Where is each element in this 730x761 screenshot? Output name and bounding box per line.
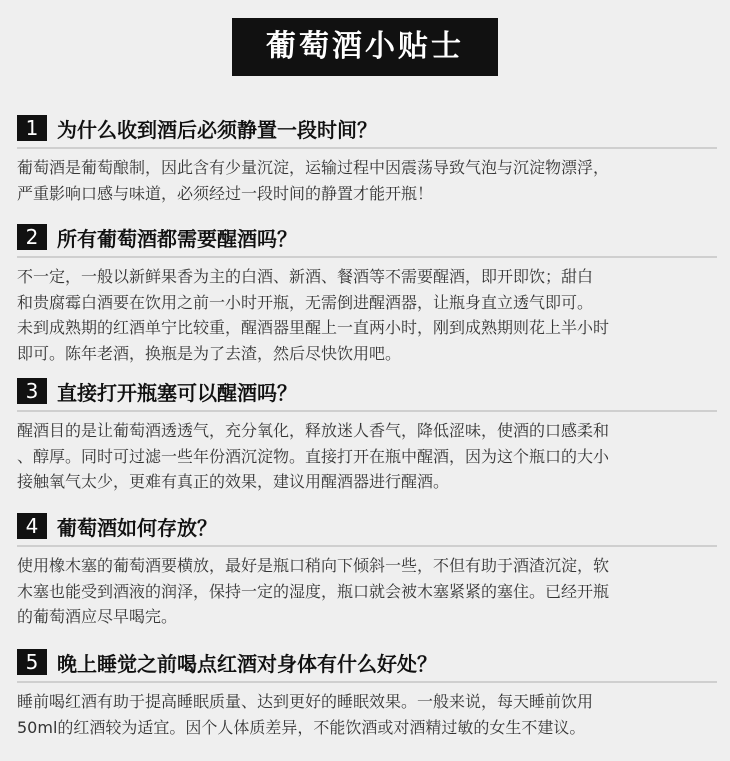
answer-line: 未到成熟期的红酒单宁比较重，醒酒器里醒上一直两小时，刚到成熟期则花上半小时 xyxy=(17,318,610,337)
answer-line: 的葡萄酒应尽早喝完。 xyxy=(17,607,178,626)
section-heading xyxy=(17,647,717,683)
section-answer xyxy=(17,155,717,206)
section-answer xyxy=(17,264,717,366)
section-question: 晚上睡觉之前喝点红酒对身体有什么好处？ xyxy=(57,651,437,676)
tip-section-1 xyxy=(17,113,717,206)
answer-line: 、醇厚。同时可过滤一些年份酒沉淀物。直接打开在瓶中醒酒，因为这个瓶口的大小 xyxy=(17,446,610,466)
section-question: 直接打开瓶塞可以醒酒吗？ xyxy=(57,380,297,405)
section-question: 葡萄酒如何存放？ xyxy=(57,515,217,540)
section-answer xyxy=(17,418,717,495)
section-answer xyxy=(17,553,717,630)
section-question: 为什么收到酒后必须静置一段时间？ xyxy=(57,117,377,142)
section-number-badge: 3 xyxy=(17,378,47,404)
section-number-badge: 5 xyxy=(17,649,47,675)
answer-line: 接触氧气太少，更难有真正的效果，建议用醒酒器进行醒酒。 xyxy=(17,472,450,491)
answer-line: 醒酒目的是让葡萄酒透透气，充分氧化，释放迷人香气，降低涩味，使酒的口感柔和 xyxy=(17,421,610,440)
section-answer xyxy=(17,689,717,740)
answer-line: 睡前喝红酒有助于提高睡眠质量、达到更好的睡眠效果。一般来说，每天睡前饮用 xyxy=(17,692,594,711)
section-heading xyxy=(17,376,717,412)
page-title: 葡萄酒小贴士 xyxy=(232,18,498,76)
tip-section-2 xyxy=(17,222,717,366)
title-banner xyxy=(0,18,730,76)
answer-line: 和贵腐霉白酒要在饮用之前一小时开瓶，无需倒进醒酒器，让瓶身直立透气即可。 xyxy=(17,292,594,312)
tip-section-3 xyxy=(17,376,717,495)
section-heading xyxy=(17,222,717,258)
section-heading xyxy=(17,511,717,547)
answer-line: 木塞也能受到酒液的润泽，保持一定的湿度，瓶口就会被木塞紧紧的塞住。已经开瓶 xyxy=(17,581,610,601)
section-number-badge: 1 xyxy=(17,115,47,141)
section-question: 所有葡萄酒都需要醒酒吗？ xyxy=(57,226,297,251)
answer-line: 使用橡木塞的葡萄酒要横放，最好是瓶口稍向下倾斜一些，不但有助于酒渣沉淀，软 xyxy=(17,556,610,575)
section-number-badge: 4 xyxy=(17,513,47,539)
section-number-badge: 2 xyxy=(17,224,47,250)
answer-line: 葡萄酒是葡萄酿制，因此含有少量沉淀，运输过程中因震荡导致气泡与沉淀物漂浮， xyxy=(17,158,610,177)
answer-line: 严重影响口感与味道，必须经过一段时间的静置才能开瓶！ xyxy=(17,183,434,203)
tip-section-4 xyxy=(17,511,717,630)
section-heading xyxy=(17,113,717,149)
answer-line: 50ml的红酒较为适宜。因个人体质差异，不能饮酒或对酒精过敏的女生不建议。 xyxy=(17,717,586,737)
answer-line: 不一定，一般以新鲜果香为主的白酒、新酒、餐酒等不需要醒酒，即开即饮；甜白 xyxy=(17,267,594,286)
answer-line: 即可。陈年老酒，换瓶是为了去渣，然后尽快饮用吧。 xyxy=(17,343,402,363)
tip-section-5 xyxy=(17,647,717,740)
